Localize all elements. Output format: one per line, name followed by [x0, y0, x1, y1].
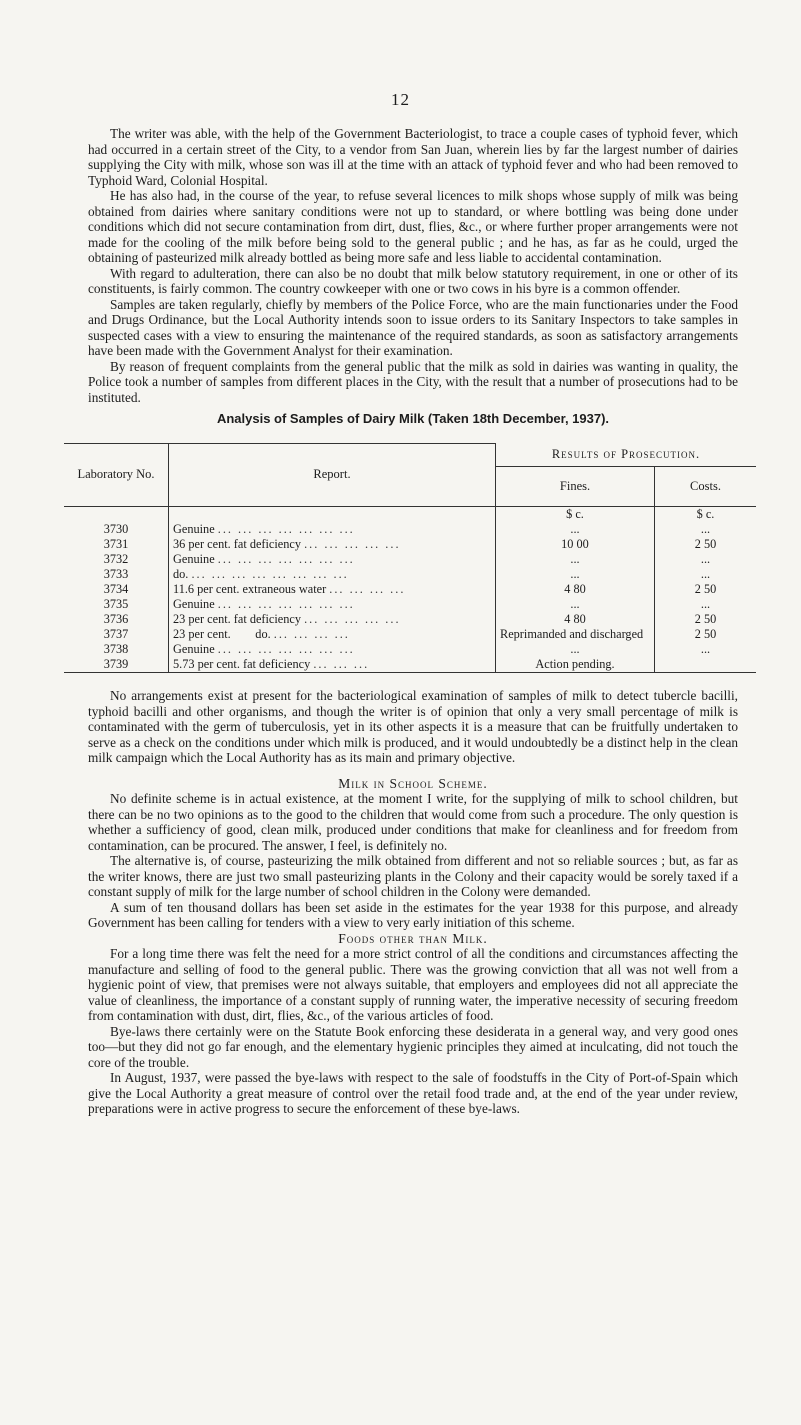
section-heading-foods-other-than-milk: Foods other than Milk. [338, 930, 488, 946]
fine-value: 10 00 [496, 537, 655, 552]
lab-no: 3733 [103, 567, 129, 581]
report-text: 36 per cent. fat deficiency [173, 537, 302, 551]
paragraph: No definite scheme is in actual existence, at the moment I write, for the supplying of milk to school children, but there can be no two opinions as to the good to the children that would come from such a procedure. The only question is whether a sufficiency of good, clean milk, produced under conditions that make for cleanliness and for freedom from contamination, can be procured. The answer, I feel, is definitely no. [88, 791, 738, 853]
report-text: 11.6 per cent. extraneous water [173, 582, 327, 596]
header-report: Report. [169, 443, 496, 507]
fine-value: Reprimanded and discharged [496, 627, 655, 642]
fine-value: 4 80 [496, 582, 655, 597]
lab-no: 3739 [103, 657, 129, 671]
lab-no: 3736 [103, 612, 129, 626]
cost-value: ... [655, 552, 757, 567]
table-row: 3739 5.73 per cent. fat deficiency ... ... ... Action pending. [64, 657, 756, 673]
report-text: 23 per cent. fat deficiency [173, 612, 302, 626]
cost-value: ... [655, 567, 757, 582]
paragraph: He has also had, in the course of the year, to refuse several licences to milk shops whose supply of milk was being obtained from dairies where sanitary conditions were not up to standard, or where bottling was being done under conditions which did not secure contamination from dirt, dust, flies, &c., or where further proper arrangements were not made for the cooling of the milk before being sold to the general public ; and he has, as far as he could, urged the obtaining of pasteurized milk already bottled as being more safe and less liable to accidental contamination. [88, 188, 738, 265]
report-text: Genuine [173, 522, 215, 536]
header-results: Results of Prosecution. [496, 443, 757, 467]
paragraph: Bye-laws there certainly were on the Statute Book enforcing these desiderata in a general way, and very good ones too—but they did not go far enough, and the elementary hygienic principles they aimed at inculcating, did not touch the core of the trouble. [88, 1023, 738, 1070]
unit-fines: $ c. [496, 507, 655, 523]
table-row: 3732 Genuine ... ... ... ... ... ... ... ... ... [64, 552, 756, 567]
cost-value: ... [655, 642, 757, 657]
fine-value: 4 80 [496, 612, 655, 627]
report-text: 23 per cent. do. [173, 627, 271, 641]
paragraph: Samples are taken regularly, chiefly by members of the Police Force, who are the main functionaries under the Food and Drugs Ordinance, but the Local Authority intends soon to issue orders to its Sanitary Inspectors to take samples in suspected cases with a view to ensuring the maintenance of the required standards, as soon as satisfactory arrangements have been made with the Government Analyst for their examination. [88, 296, 738, 358]
cost-value: ... [655, 597, 757, 612]
lab-no: 3738 [103, 642, 129, 656]
paragraph: No arrangements exist at present for the bacteriological examination of samples of milk to detect tubercle bacilli, typhoid bacilli and other organisms, and though the writer is of opinion that only a very small percentage of milk is contaminated with the germ of tuberculosis, yet in its other aspects it is a measure that can be fruitfully undertaken to serve as a check on the conditions under which milk is produced, and it would undoubtedly be a distinct help in the clean milk campaign which the Local Authority has as its main and primary objective. [88, 688, 738, 765]
table-row: 3733 do. ... ... ... ... ... ... ... ... ... ... [64, 567, 756, 582]
paragraph: For a long time there was felt the need for a more strict control of all the conditions and circumstances affecting the manufacture and selling of food to the general public. There was the growing conviction that all was not well from a hygienic point of view, that premises were not always suitable, that employers and employees did not all appreciate the value of cleanliness, the importance of a constant supply of running water, the imperative necessity of securing freedom from contamination with dust, dirt, flies, &c., of the various articles of food. [88, 946, 738, 1023]
paragraph: In August, 1937, were passed the bye-laws with respect to the sale of foodstuffs in the City of Port-of-Spain which give the Local Authority a great measure of control over the retail food trade and, at the end of the year under review, preparations were in active progress to secure the enforcement of these bye-laws. [88, 1070, 738, 1116]
report-text: Genuine [173, 597, 215, 611]
document-body [77, 126, 738, 1117]
report-text: Genuine [173, 642, 215, 656]
fine-value: ... [496, 552, 655, 567]
section-heading-milk-in-school: Milk in School Scheme. [338, 775, 488, 791]
table-row: 3730 Genuine ... ... ... ... ... ... ... ... ... [64, 522, 756, 537]
cost-value: 2 50 [655, 627, 757, 642]
paragraph: A sum of ten thousand dollars has been set aside in the estimates for the year 1938 for this purpose, and already Government has been calling for tenders with a view to very early initiation of this scheme. [88, 899, 738, 930]
lab-no: 3731 [103, 537, 129, 551]
fine-value: ... [496, 522, 655, 537]
cost-value: ... [655, 522, 757, 537]
fine-value: ... [496, 567, 655, 582]
paragraph: By reason of frequent complaints from the general public that the milk as sold in dairies was wanting in quality, the Police took a number of samples from different places in the City, with the result that a number of prosecutions had to be instituted. [88, 358, 738, 405]
report-text: do. [173, 567, 189, 581]
lab-no: 3735 [103, 597, 129, 611]
table-row: 3734 11.6 per cent. extraneous water ... ... ... ... 4 80 2 50 [64, 582, 756, 597]
paragraph: The alternative is, of course, pasteurizing the milk obtained from different and not so reliable sources ; but, as far as the writer knows, there are just two small pasteurizing plants in the Colony and their capacity would be sorely taxed if a constant supply of milk for the large number of school children in the Colony were demanded. [88, 853, 738, 899]
paragraph: With regard to adulteration, there can also be no doubt that milk below statutory requirement, in one or other of its constituents, is fairly common. The country cowkeeper with one or two cows in his byre is a common offender. [88, 265, 738, 296]
paragraph: The writer was able, with the help of the Government Bacteriologist, to trace a couple cases of typhoid fever, which had occurred in a certain street of the City, to a vendor from San Juan, wherein lies by far the largest number of dairies supplying the City with milk, whose son was ill at the time with an attack of typhoid fever and who had been removed to Typhoid Ward, Colonial Hospital. [88, 126, 738, 188]
table-row: 3731 36 per cent. fat deficiency ... ... ... ... ... 10 00 2 50 [64, 537, 756, 552]
cost-value: 2 50 [655, 537, 757, 552]
header-laboratory-no: Laboratory No. [64, 443, 169, 507]
samples-table [64, 443, 756, 675]
table-row: 3737 23 per cent. do. ... ... ... ... Reprimanded and discharged 2 50 [64, 627, 756, 642]
table-row: 3736 23 per cent. fat deficiency ... ... ... ... ... 4 80 2 50 [64, 612, 756, 627]
page-number: 12 [391, 90, 410, 109]
lab-no: 3732 [103, 552, 129, 566]
table-row: 3738 Genuine ... ... ... ... ... ... ... ... ... [64, 642, 756, 657]
report-text: Genuine [173, 552, 215, 566]
header-fines: Fines. [496, 467, 655, 507]
cost-value [655, 657, 757, 673]
unit-costs: $ c. [655, 507, 757, 523]
report-text: 5.73 per cent. fat deficiency [173, 657, 311, 671]
fine-value: ... [496, 597, 655, 612]
lab-no: 3730 [103, 522, 129, 536]
fine-value: ... [496, 642, 655, 657]
table-row: 3735 Genuine ... ... ... ... ... ... ... ... ... [64, 597, 756, 612]
lab-no: 3737 [103, 627, 129, 641]
lab-no: 3734 [103, 582, 129, 596]
cost-value: 2 50 [655, 582, 757, 597]
table-caption: Analysis of Samples of Dairy Milk (Taken 18th December, 1937). [216, 411, 610, 426]
fine-value: Action pending. [496, 657, 655, 673]
cost-value: 2 50 [655, 612, 757, 627]
header-costs: Costs. [655, 467, 757, 507]
